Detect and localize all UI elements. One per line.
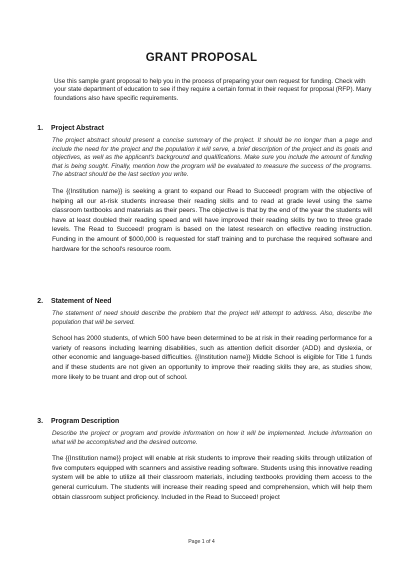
intro-paragraph: Use this sample grant proposal to help you in the process of preparing your own request for funding. Check with your state department of education to see if they require a certain format in their request for proposal (RFP). Many foundations also have specific requirements. — [54, 78, 372, 102]
section-title: Statement of Need — [51, 298, 112, 305]
section-number: 2. — [37, 298, 43, 305]
section-number: 1. — [37, 125, 43, 132]
page-number: Page 1 of 4 — [188, 539, 215, 545]
section-body: The {{Institution name}} project will enable at risk students to improve their reading skills through utilization of five computers equipped with scanners and assistive reading software. Students using this innovative reading system will be able to utilize all their classroom materials, including textbooks providing them access to the general curriculum. The students will increase their reading speed and comprehension, which will help them obtain classroom subject proficiency. Included in the Read to Succeed! project — [52, 455, 372, 501]
section-instructions: The statement of need should describe the problem that the project will attempt to address. Also, describe the population that will be served. — [52, 310, 372, 326]
section-project-abstract — [34, 124, 372, 254]
section-heading — [34, 124, 372, 133]
section-heading — [34, 417, 372, 426]
section-instructions: Describe the project or program and provide information on how it will be implemented. Include information on what will be accomplished and the desired outcome. — [52, 430, 372, 446]
section-title: Program Description — [51, 418, 120, 425]
section-program-description — [34, 417, 372, 502]
document-title: GRANT PROPOSAL — [145, 52, 258, 64]
section-number: 3. — [37, 418, 43, 425]
section-body: The {(Institution name}} is seeking a grant to expand our Read to Succeed! program with the objective of helping all our at-risk students increase their reading skills and to read at grade level using the same classroom textbooks and materials as their peers. The objective is that by the end of the year the students will have at least doubled their reading speed and will have improved their reading skills by two to three grade levels. The Read to Succeed! program is based on the latest research on effective reading instruction. Funding in the amount of $000,000 is requested for staff training and to purchase the required software and hardware for the school's resource room. — [52, 187, 372, 253]
section-statement-of-need — [34, 297, 372, 382]
section-instructions: The project abstract should present a concise summary of the project. It should be no longer than a page and include the need for the project and the population it will serve, a brief description of the project and its goals and objectives, as well as the applicant's background and qualifications. Make sure you include the amount of funding that is being sought. Finally, mention how the program will be evaluated to measure the success of the programs. The abstract should be the last section you write. — [52, 137, 372, 179]
section-body: School has 2000 students, of which 500 have been determined to be at risk in their reading performance for a variety of reasons including learning disabilities, such as attention deficit disorder (ADD) and dyslexia, or other economic and language-based difficulties. {{Institution name}} Middle School is eligible for Title 1 funds and if these students are not given an opportunity to improve their reading skills they are, as studies show, more likely to be truant and drop out of school. — [52, 335, 372, 381]
section-heading — [34, 297, 372, 306]
section-title: Project Abstract — [51, 125, 104, 132]
